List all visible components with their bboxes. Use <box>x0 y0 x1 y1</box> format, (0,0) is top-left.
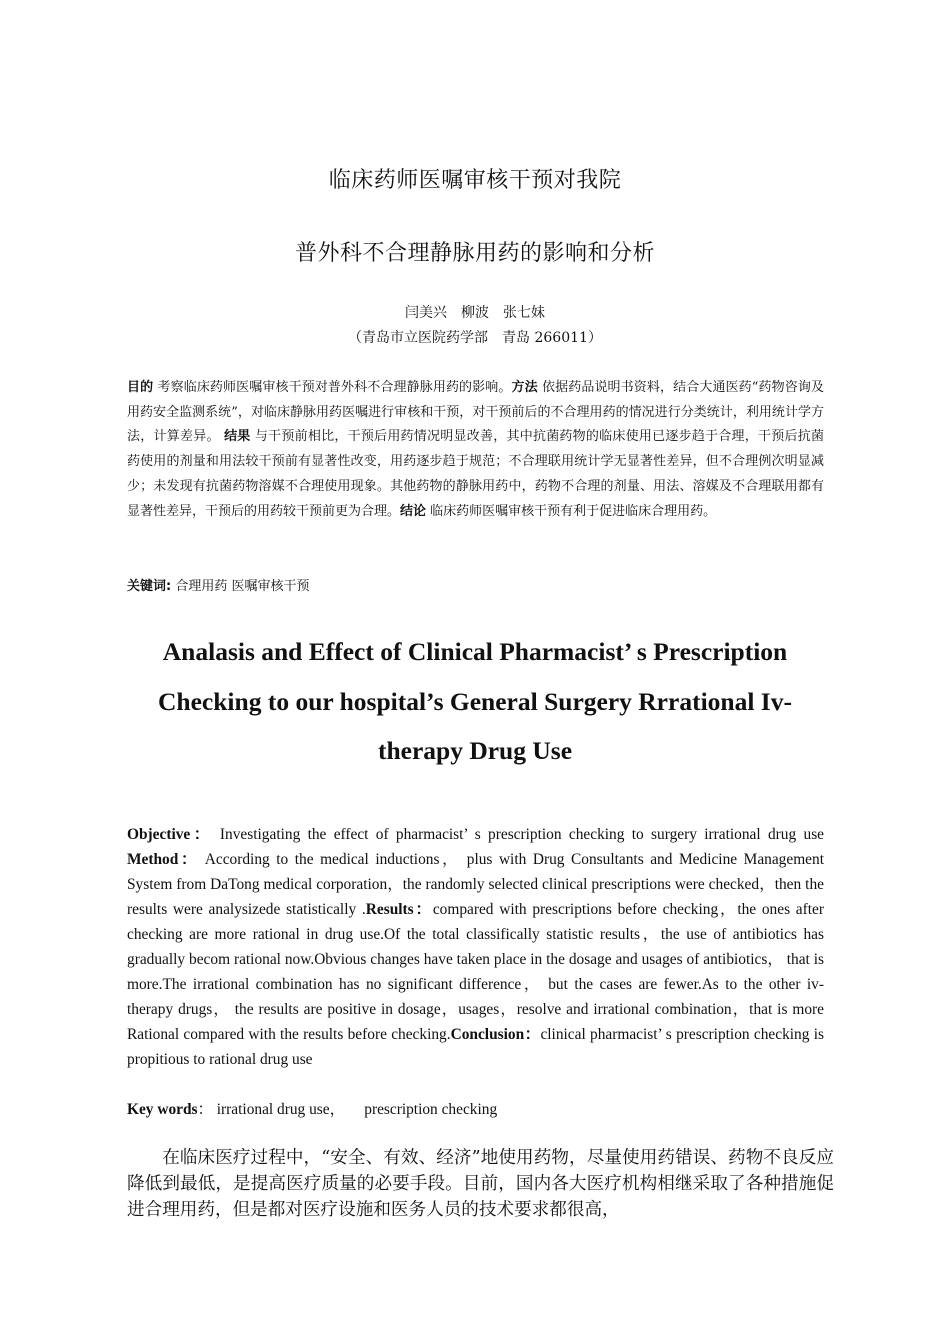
keywords-cn <box>127 575 309 594</box>
results-text-cn: 与干预前相比，干预后用药情况明显改善，其中抗菌药物的临床使用已逐步趋于合理，干预后抗菌药使用的剂量和用法较干预前有显著性改变，用药逐步趋于规范；不合理联用统计学无显著性差异，但不合理例次明显减少；未发现有抗菌药物溶媒不合理使用现象。其他药物的静脉用药中，药物不合理的剂量、用法、溶媒及不合理联用都有显著性差异，干预后的用药较干预前更为合理。 <box>127 429 824 519</box>
keywords-label-en: Key words <box>127 1101 198 1118</box>
conclusion-label-cn: 结论 <box>400 503 427 519</box>
english-abstract <box>127 822 824 1072</box>
chinese-title-line-2: 普外科不合理静脉用药的影响和分析 <box>294 241 655 266</box>
body-paragraph: 在临床医疗过程中，“安全、有效、经济”地使用药物，尽量使用药错误、药物不良反应降低到最低，是提高医疗质量的必要手段。目前，国内各大医疗机构相继采取了各种措施促进合理用药，但是都对医疗设施和医务人员的技术要求都很高， <box>127 1148 834 1220</box>
english-title-line-3: therapy Drug Use <box>377 736 573 765</box>
objective-text-cn: 考察临床药师医嘱审核干预对普外科不合理静脉用药的影响。 <box>153 380 512 395</box>
chinese-abstract <box>127 376 824 524</box>
english-title <box>120 627 830 776</box>
conclusion-text-en: clinical pharmacist’ s prescription checking is propitious to rational drug use <box>127 1026 824 1068</box>
authors: 闫美兴 柳波 张七妹 <box>405 305 545 321</box>
method-text-en: According to the medical inductions， plus with Drug Consultants and Medicine Management System from DaTong medical corporation，the randomly selected clinical prescriptions were checked，then the results were analysizede statistically . <box>127 851 824 918</box>
objective-text-en: Investigating the effect of pharmacist’ s prescription checking to surgery irrational drug use <box>212 826 825 843</box>
method-text-cn: 依据药品说明书资料，结合大通医药“药物咨询及用药安全监测系统”，对临床静脉用药医嘱进行审核和干预，对干预前后的不合理用药的情况进行分类统计，利用统计学方法，计算差异。 <box>127 380 824 445</box>
results-text-en: compared with prescriptions before checking，the ones after checking are more rational in drug use.Of the total classifically statistic results，the use of antibiotics has gradually becom rational now.Obvious changes have taken place in the dosage and usages of antibiotics， that is more.The irrational combination has no significant difference， but the cases are fewer.As to the other iv-therapy drugs， the results are positive in dosage，usages，resolve and irrational combination，that is more Rational compared with the results before checking. <box>127 901 824 1043</box>
objective-label-en: Objective： <box>127 826 213 843</box>
keywords-label-cn: 关键词: <box>127 579 172 594</box>
chinese-title-line-1: 临床药师医嘱审核干预对我院 <box>328 168 622 193</box>
affiliation: （青岛市立医院药学部 青岛 266011） <box>348 330 602 346</box>
keywords-en <box>127 1097 497 1119</box>
keywords-value-cn: 合理用药 医嘱审核干预 <box>171 579 310 594</box>
objective-label-cn: 目的 <box>127 380 154 395</box>
method-label-en: Method： <box>127 851 200 868</box>
conclusion-text-cn: 临床药师医嘱审核干预有利于促进临床合理用药。 <box>426 503 717 519</box>
method-label-cn: 方法 <box>511 380 538 395</box>
results-label-en: Results： <box>365 901 433 918</box>
results-label-cn: 结果 <box>224 429 251 445</box>
english-title-line-2: Checking to our hospital’s General Surgery Rrrational Iv- <box>158 686 792 716</box>
conclusion-label-en: Conclusion： <box>450 1026 541 1043</box>
english-title-line-1: Analasis and Effect of Clinical Pharmacist’ s Prescription <box>162 637 788 666</box>
keywords-value-en: ： irrational drug use， prescription checking <box>197 1101 498 1118</box>
